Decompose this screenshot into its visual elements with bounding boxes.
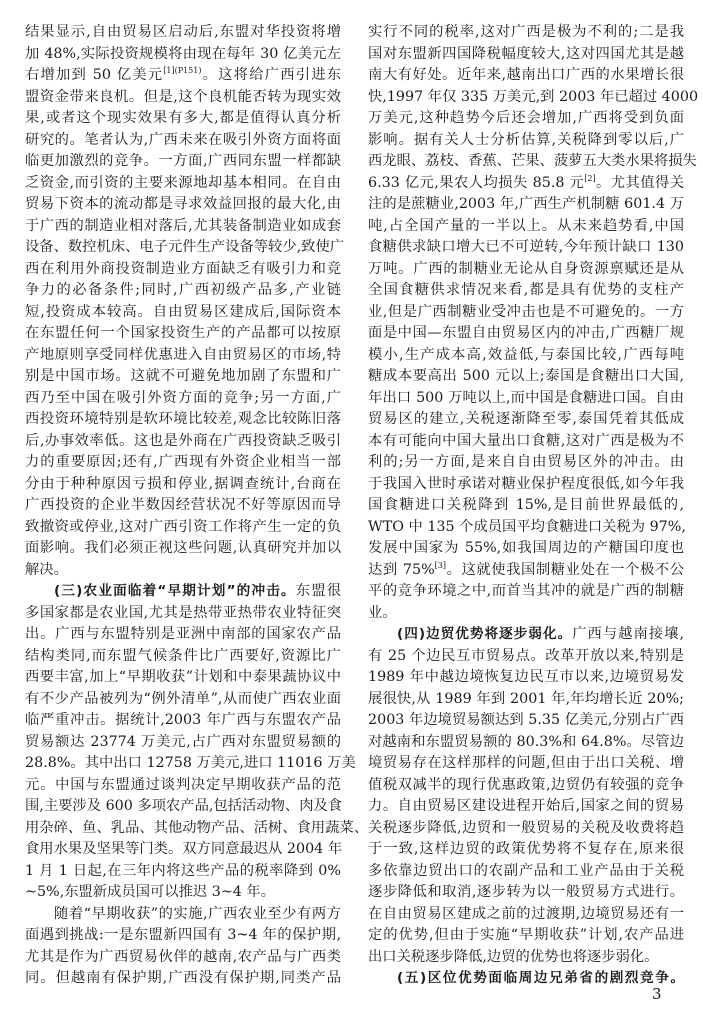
text-line: [368, 452, 684, 474]
text-span: 短,投资成本较高。自由贸易区建成后,国际资本: [25, 303, 341, 320]
text-span: 逐步降低和取消,逐步转为以一般贸易方式进行。: [368, 884, 684, 900]
text-span: 利的;另一方面,是来自自由贸易区外的冲击。由: [368, 454, 684, 470]
text-span: 东盟很: [295, 583, 342, 599]
text-line: [25, 108, 341, 130]
text-line: [25, 667, 341, 689]
text-span: 面是中国—东盟自由贸易区内的冲击,广西糖厂规: [368, 325, 684, 341]
text-span: 。这就使我国制糖业处在一个极不公: [446, 561, 684, 578]
text-span: 随着“早期收获”的实施,广西农业至少有两方: [54, 905, 341, 922]
text-span: 发展中国家为 55%,如我国周边的产糖国印度也: [368, 540, 684, 556]
text-span: 右增加到 50 亿美元: [25, 67, 164, 83]
text-span: 加 48%,实际投资规模将由现在每年 30 亿美元左: [25, 45, 341, 62]
text-line: [25, 753, 356, 775]
text-line: [25, 87, 341, 109]
text-line: [25, 796, 341, 818]
text-line: [368, 87, 699, 109]
text-line: [25, 925, 341, 947]
text-line: [25, 323, 341, 345]
text-line: [368, 796, 684, 818]
text-line: [25, 194, 341, 216]
text-span: 国对东盟新四国降税幅度较大,这对四国尤其是越: [368, 45, 684, 62]
text-span: 出。广西与东盟特别是亚洲中南部的国家农产品: [25, 626, 341, 642]
text-line: [368, 624, 684, 646]
text-line: [368, 818, 684, 840]
text-line: [368, 130, 684, 152]
text-span: 围,主要涉及 600 多项农产品,包括活动物、肉及食: [25, 798, 343, 814]
text-span: 糖成本要高出 500 元以上;泰国是食糖出口大国,: [368, 368, 684, 384]
text-line: [368, 280, 684, 302]
text-span: 展很快,从 1989 年到 2001 年,年均增长近 20%;: [368, 690, 684, 707]
text-line: [25, 839, 341, 861]
text-line: [368, 882, 684, 904]
text-line: [25, 861, 341, 883]
text-line: [25, 151, 341, 173]
text-line: [25, 646, 341, 668]
text-span: 贸易额达 23774 万美元,占广西对东盟贸易额的: [25, 733, 341, 750]
text-line: [368, 517, 684, 539]
text-span: 食用水果及坚果等门类。双方同意最迟从 2004 年: [25, 841, 343, 857]
text-line: [368, 237, 684, 259]
citation-superscript: [3]: [434, 560, 446, 570]
text-line: [368, 366, 684, 388]
text-line: [368, 947, 684, 969]
text-span: 分由于种种原因亏损和停业,据调查统计,台商在: [25, 475, 341, 492]
text-span: 于一致,这样边贸的政策优势将不复存在,原来很: [368, 841, 684, 857]
text-line: [25, 538, 341, 560]
text-line: [368, 323, 684, 345]
text-line: [368, 65, 684, 87]
text-span: 。这将给广西引进东: [201, 67, 342, 83]
section-heading: (五)区位优势面临周边兄弟省的剧烈竞争。: [397, 970, 684, 986]
text-line: [25, 732, 341, 754]
text-span: 临更加激烈的竞争。一方面,广西同东盟一样都缺: [25, 153, 341, 169]
text-line: [368, 732, 684, 754]
text-line: [368, 431, 684, 453]
text-span: 多依靠边贸出口的农副产品和工业产品由于关税: [368, 862, 684, 879]
text-line: [368, 474, 684, 496]
text-line: [368, 968, 684, 990]
text-line: [368, 194, 684, 216]
text-span: 盟资金带来良机。但是,这个良机能否转为现实效: [25, 88, 341, 105]
text-line: [25, 603, 341, 625]
text-span: 对越南和东盟贸易额的 80.3%和 64.8%。尽管边: [368, 733, 684, 750]
text-line: [368, 603, 684, 625]
text-line: [368, 775, 684, 797]
text-span: 28.8%。其中出口 12758 万美元,进口 11016 万美: [25, 755, 356, 771]
text-span: 多国家都是农业国,尤其是热带亚热带农业特征突: [25, 604, 341, 621]
text-line: [25, 22, 341, 44]
text-span: 业,但是广西制糖业受冲击也是不可避免的。一方: [368, 303, 684, 320]
text-line: [368, 409, 684, 431]
text-line: [25, 302, 341, 324]
text-column-right: [368, 22, 699, 990]
text-span: 用杂碎、鱼、乳品、其他动物产品、活树、食用蔬菜、: [25, 819, 369, 836]
text-span: 影响。据有关人士分析估算,关税降到零以后,广: [368, 131, 684, 148]
text-span: 吨,占全国产量的一半以上。从未来趋势看,中国: [368, 217, 684, 234]
text-span: 全国食糖供求情况来看,都是具有优势的支柱产: [368, 282, 684, 298]
text-span: ~5%,东盟新成员国可以推迟 3~4 年。: [25, 884, 276, 900]
text-line: [368, 667, 684, 689]
text-column-left: [25, 22, 369, 990]
text-line: [368, 581, 684, 603]
text-line: [25, 44, 341, 66]
text-line: [368, 538, 684, 560]
text-span: 万吨。广西的制糖业无论从自身资源禀赋还是从: [368, 260, 684, 277]
text-span: 平的竞争环境之中,而首当其冲的就是广西的制糖: [368, 583, 684, 599]
text-line: [368, 151, 697, 173]
text-line: [368, 495, 684, 517]
text-span: 模小,生产成本高,效益低,与泰国比较,广西每吨: [368, 346, 684, 363]
text-span: 1989 年中越边境恢复边民互市以来,边境贸易发: [368, 669, 684, 685]
text-line: [25, 388, 341, 410]
text-line: [25, 968, 341, 990]
page-number: 3: [652, 985, 662, 1003]
text-line: [368, 560, 684, 582]
text-line: [368, 388, 684, 410]
section-heading: (三)农业面临着“早期计划”的冲击。: [54, 583, 296, 599]
text-span: 结果显示,自由贸易区启动后,东盟对华投资将增: [25, 24, 341, 40]
text-span: 结构类同,而东盟气候条件比广西要好,资源比广: [25, 647, 341, 664]
text-line: [25, 474, 341, 496]
text-line: [25, 431, 341, 453]
text-line: [368, 216, 684, 238]
text-line: [25, 130, 341, 152]
text-line: [25, 259, 341, 281]
citation-superscript: [2]: [584, 173, 596, 183]
text-span: 于我国入世时承诺对糖业保护程度很低,如今年我: [368, 475, 684, 492]
text-span: 国食糖进口关税降到 15%,是目前世界最低的,: [368, 497, 684, 513]
text-span: 值税双减半的现行优惠政策,边贸仍有较强的竞争: [368, 776, 684, 793]
text-line: [25, 366, 341, 388]
text-span: 面影响。我们必须正视这些问题,认真研究并加以: [25, 540, 341, 556]
text-line: [368, 839, 684, 861]
text-span: 2003 年边境贸易额达到 5.35 亿美元,分别占广西: [368, 712, 684, 728]
text-span: 乏资金,而引资的主要来源地却基本相同。在自由: [25, 174, 341, 191]
text-line: [25, 517, 341, 539]
text-span: 定的优势,但由于实施“早期收获”计划,农产品进: [368, 927, 684, 943]
text-line: [25, 495, 341, 517]
text-line: [368, 44, 684, 66]
text-line: [368, 108, 684, 130]
text-span: 广西投资的企业半数因经营状况不好等原因而导: [25, 497, 341, 513]
text-span: 出口关税逐步降低,边贸的优势也将逐步弱化。: [368, 948, 659, 965]
text-span: 注的是蔗糖业,2003 年,广西生产机制糖 601.4 万: [368, 196, 684, 212]
text-span: 。尤其值得关: [595, 174, 685, 191]
text-line: [25, 345, 341, 367]
text-span: 于广西的制造业相对落后,尤其装备制造业如成套: [25, 217, 341, 234]
text-span: 贸易区的建立,关税逐渐降至零,泰国凭着其低成: [368, 411, 684, 427]
text-line: [368, 259, 684, 281]
text-span: 年出口 500 万吨以上,而中国是食糖进口国。自由: [368, 389, 684, 406]
text-span: 同。但越南有保护期,广西没有保护期,同类产品: [25, 970, 341, 986]
text-span: 力的重要原因;还有,广西现有外资企业相当一部: [25, 454, 341, 470]
text-span: 果,或者这个现实效果有多大,都是值得认真分析: [25, 110, 341, 126]
text-span: 6.33 亿元,果农人均损失 85.8 元: [368, 174, 585, 191]
text-line: [368, 22, 684, 44]
text-line: [25, 775, 341, 797]
text-span: 产地原则享受同样优惠进入自由贸易区的市场,特: [25, 346, 341, 363]
text-line: [368, 689, 684, 711]
text-line: [25, 689, 341, 711]
text-line: [25, 624, 341, 646]
text-span: 后,办事效率低。这也是外商在广西投资缺乏吸引: [25, 432, 341, 449]
text-line: [25, 560, 341, 582]
text-span: 食糖供求缺口增大已不可逆转,今年预计缺口 130: [368, 239, 684, 255]
text-span: 有不少产品被列为“例外清单”,从而使广西农业面: [25, 690, 341, 707]
text-line: [25, 409, 341, 431]
text-line: [25, 818, 369, 840]
text-span: 在自由贸易区建成之前的过渡期,边境贸易还有一: [368, 905, 684, 922]
text-line: [368, 753, 684, 775]
text-span: 业。: [368, 604, 397, 621]
text-line: [25, 237, 345, 259]
text-span: WTO 中 135 个成员国平均食糖进口关税为 97%,: [368, 518, 686, 535]
text-line: [368, 173, 684, 195]
text-line: [368, 646, 684, 668]
text-span: 临严重冲击。据统计,2003 年广西与东盟农产品: [25, 712, 341, 728]
text-span: 西在利用外商投资制造业方面缺乏有吸引力和竞: [25, 260, 341, 277]
text-span: 元。中国与东盟通过谈判决定早期收获产品的范: [25, 776, 341, 793]
text-span: 设备、数控机床、电子元件生产设备等较少,致使广: [25, 239, 345, 255]
section-heading: (四)边贸优势将逐步弱化。: [397, 626, 573, 642]
text-span: 万美元,这种趋势今后还会增加,广西将受到负面: [368, 110, 684, 126]
text-span: 西要丰富,加上“早期收获”计划和中泰果蔬协议中: [25, 669, 341, 685]
text-span: 本有可能向中国大量出口食糖,这对广西是极为不: [368, 432, 684, 449]
text-span: 境贸易存在这样那样的问题,但由于出口关税、增: [368, 755, 684, 771]
text-line: [25, 280, 341, 302]
text-line: [368, 710, 684, 732]
text-line: [368, 345, 684, 367]
text-line: [25, 65, 341, 87]
text-span: 贸易下资本的流动都是寻求效益回报的最大化,由: [25, 196, 341, 212]
text-span: 致撤资或停业,这对广西引资工作将产生一定的负: [25, 518, 341, 535]
text-line: [368, 904, 684, 926]
text-span: 尤其是作为广西贸易伙伴的越南,农产品与广西类: [25, 948, 341, 965]
text-span: 力。自由贸易区建设进程开始后,国家之间的贸易: [368, 798, 684, 814]
text-span: 解决。: [25, 561, 68, 578]
text-span: 有 25 个边民互市贸易点。改革开放以来,特别是: [368, 647, 684, 664]
text-line: [368, 925, 684, 947]
text-span: 1 月 1 日起,在三年内将这些产品的税率降到 0%: [25, 862, 341, 879]
text-span: 别是中国市场。这就不可避免地加剧了东盟和广: [25, 368, 341, 384]
text-line: [368, 861, 684, 883]
text-span: 达到 75%: [368, 561, 435, 578]
text-span: 关税逐步降低,边贸和一般贸易的关税及收费将趋: [368, 819, 684, 836]
text-line: [368, 302, 684, 324]
text-span: 研究的。笔者认为,广西未来在吸引外资方面将面: [25, 131, 341, 148]
text-line: [25, 710, 341, 732]
text-line: [25, 452, 341, 474]
text-span: 争力的必备条件;同时,广西初级产品多,产业链: [25, 282, 341, 298]
text-line: [25, 216, 341, 238]
text-span: 面遇到挑战:一是东盟新四国有 3~4 年的保护期,: [25, 927, 341, 943]
text-line: [25, 581, 341, 603]
text-span: 南大有好处。近年来,越南出口广西的水果增长很: [368, 67, 684, 83]
text-span: 实行不同的税率,这对广西是极为不利的;二是我: [368, 24, 684, 40]
text-line: [25, 904, 341, 926]
text-span: 西投资环境特别是软环境比较差,观念比较陈旧落: [25, 411, 341, 427]
text-line: [25, 882, 341, 904]
text-span: 广西与越南接壤,: [572, 626, 684, 642]
text-line: [25, 173, 341, 195]
text-span: 西乃至中国在吸引外资方面的竞争;另一方面,广: [25, 389, 341, 406]
text-span: 西龙眼、荔枝、香蕉、芒果、菠萝五大类水果将损失: [368, 153, 697, 169]
text-line: [25, 947, 341, 969]
text-span: 在东盟任何一个国家投资生产的产品都可以按原: [25, 325, 341, 341]
citation-superscript: [1](P151): [163, 66, 202, 75]
text-span: 快,1997 年仅 335 万美元,到 2003 年已超过 4000: [368, 88, 699, 105]
